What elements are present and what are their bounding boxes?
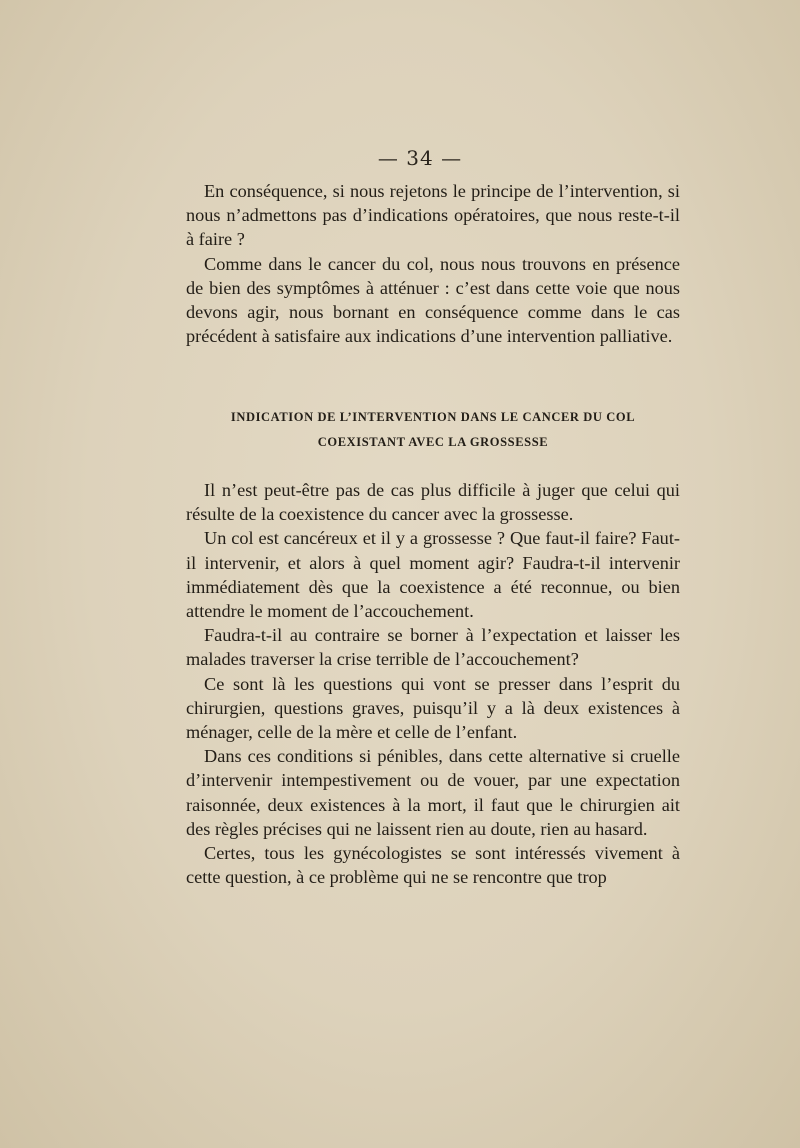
paragraph: En conséquence, si nous rejetons le principe de l’intervention, si nous n’admettons pas d’indications opératoires, que nous reste-t-il à faire ? <box>186 181 680 250</box>
intro-text <box>186 179 680 348</box>
page-number: — 34 — <box>377 146 463 170</box>
section-heading-line-1: INDICATION DE L’INTERVENTION DANS LE CANCER DU COL <box>230 410 636 424</box>
paragraph: Faudra-t-il au contraire se borner à l’expectation et laisser les malades traverser la crise terrible de l’accouchement? <box>186 625 680 670</box>
section-heading <box>186 405 680 455</box>
section-body-text <box>186 478 680 889</box>
paragraph: Dans ces conditions si pénibles, dans cette alternative si cruelle d’intervenir intempestivement ou de vouer, par une expectation raisonnée, deux existences à la mort, il faut que le chirurgien ait des règles précises qui ne laissent rien au doute, rien au hasard. <box>186 746 680 839</box>
section-heading-line-2: COEXISTANT AVEC LA GROSSESSE <box>317 435 549 449</box>
paragraph: Un col est cancéreux et il y a grossesse ? Que faut-il faire? Faut-il intervenir, et alors à quel moment agir? Faudra-t-il intervenir immédiatement dès que la coexistence a été reconnue, ou bien attendre le moment de l’accouchement. <box>186 528 680 622</box>
paragraph: Certes, tous les gynécologistes se sont intéressés vivement à cette question, à ce problème qui ne se rencontre que trop <box>186 843 680 888</box>
paragraph: Comme dans le cancer du col, nous nous trouvons en présence de bien des symptômes à atténuer : c’est dans cette voie que nous devons agir, nous bornant en conséquence comme dans le cas précédent à satisfaire aux indications d’une intervention palliative. <box>186 253 680 347</box>
paragraph: Ce sont là les questions qui vont se presser dans l’esprit du chirurgien, questions graves, puisqu’il y a là deux existences à ménager, celle de la mère et celle de l’enfant. <box>186 673 680 743</box>
paragraph: Il n’est peut-être pas de cas plus difficile à juger que celui qui résulte de la coexistence du cancer avec la grossesse. <box>186 480 680 525</box>
